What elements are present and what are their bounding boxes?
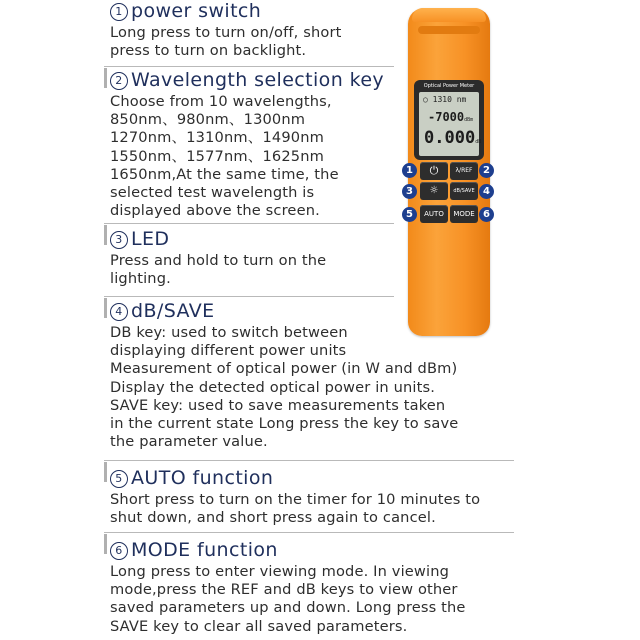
heading-text: AUTO function: [131, 467, 274, 489]
callout-badge-1: 1: [402, 163, 417, 178]
divider-marker: [104, 298, 107, 318]
lcd-db-reading: 0.000dB: [424, 128, 482, 148]
section-description: Choose from 10 wavelengths, 850nm、980nm、1300nm 1270nm、1310nm、1490nm 1550nm、1577nm、1625nm 1650nm,At the same time, the selected test wavelength is displayed above the screen.: [110, 93, 339, 220]
number-badge: 1: [110, 3, 128, 21]
divider-marker: [104, 462, 107, 482]
lcd-screen: [419, 92, 482, 156]
db-save-button[interactable]: dB/SAVE: [450, 182, 478, 200]
section-auto: [110, 467, 540, 527]
device-title: Optical Power Meter: [423, 83, 475, 89]
section-description: DB key: used to switch between displaying different power units Measurement of optical power (in W and dBm) Display the detected optical power in units. SAVE key: used to save measurements taken in the current state Long press the key to save the parameter value.: [110, 324, 459, 451]
section-heading: [110, 539, 540, 561]
lcd-wavelength: ○ 1310 nm: [423, 95, 467, 104]
power-button[interactable]: ⏻: [420, 162, 448, 180]
led-button[interactable]: ☼: [420, 182, 448, 200]
section-description: Press and hold to turn on the lighting.: [110, 252, 327, 288]
divider: [104, 66, 394, 67]
callout-badge-4: 4: [479, 184, 494, 199]
divider-marker: [104, 68, 107, 88]
device-top-strip: [418, 26, 480, 34]
heading-text: power switch: [131, 0, 262, 22]
lcd-power-reading: -7000dBm: [428, 110, 474, 124]
auto-button[interactable]: AUTO: [420, 205, 448, 223]
heading-text: Wavelength selection key: [131, 69, 385, 91]
number-badge: 4: [110, 303, 128, 321]
section-mode: [110, 539, 540, 636]
heading-text: MODE function: [131, 539, 278, 561]
number-badge: 6: [110, 542, 128, 560]
wavelength-ref-button[interactable]: λ/REF: [450, 162, 478, 180]
callout-badge-5: 5: [402, 207, 417, 222]
section-description: Long press to enter viewing mode. In viewing mode,press the REF and dB keys to view other saved parameters up and down. Long press the SAVE key to clear all saved parameters.: [110, 563, 466, 635]
number-badge: 3: [110, 231, 128, 249]
divider: [104, 223, 394, 224]
callout-badge-3: 3: [402, 184, 417, 199]
section-description: Short press to turn on the timer for 10 minutes to shut down, and short press again to cancel.: [110, 491, 481, 527]
number-badge: 2: [110, 72, 128, 90]
heading-text: LED: [131, 228, 170, 250]
section-heading: [110, 467, 540, 489]
divider-marker: [104, 534, 107, 554]
device-top-cap: [412, 8, 486, 22]
mode-button[interactable]: MODE: [450, 205, 478, 223]
divider: [104, 532, 514, 533]
divider: [104, 460, 514, 461]
section-description: Long press to turn on/off, short press to turn on backlight.: [110, 24, 342, 60]
optical-power-meter-device: [398, 8, 500, 338]
number-badge: 5: [110, 470, 128, 488]
divider: [104, 296, 394, 297]
divider-marker: [104, 225, 107, 245]
callout-badge-6: 6: [479, 207, 494, 222]
callout-badge-2: 2: [479, 163, 494, 178]
heading-text: dB/SAVE: [131, 300, 215, 322]
